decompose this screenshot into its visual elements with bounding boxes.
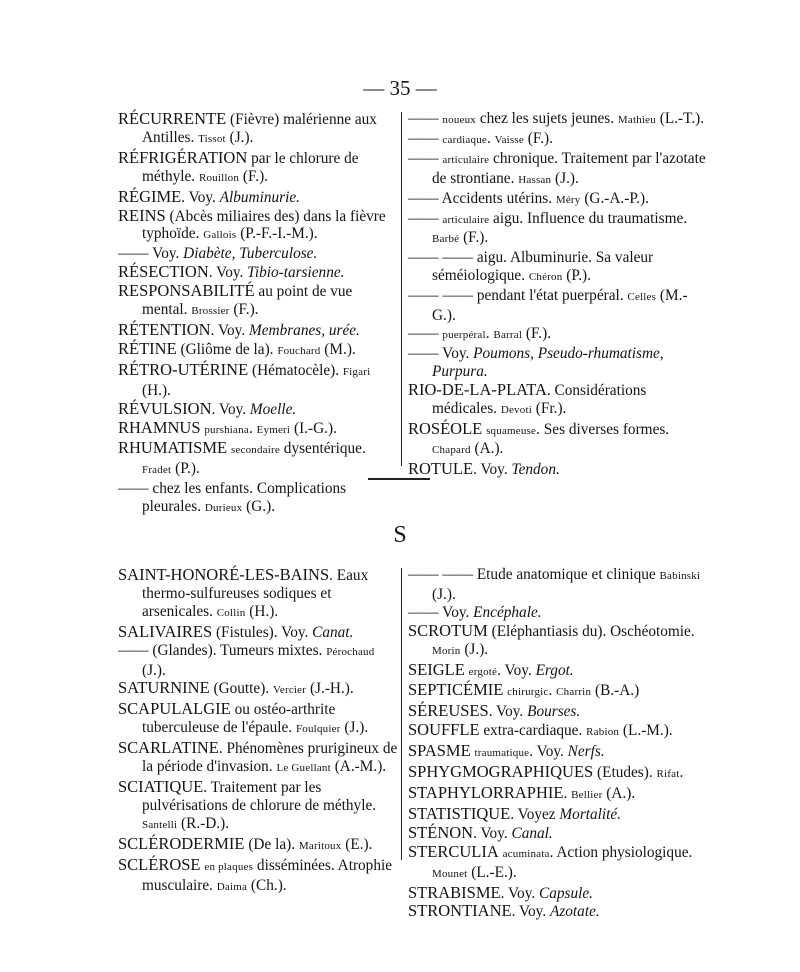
entry-text: . Voy. <box>211 400 250 418</box>
entry-text: chez les sujets jeunes. <box>476 110 618 127</box>
entry-text: (H.). <box>245 602 279 620</box>
index-entry <box>118 340 398 361</box>
entry-reference: Azotate. <box>549 903 600 921</box>
index-entry <box>118 400 398 419</box>
entry-text: (P.-F.-I.-M.). <box>236 225 318 243</box>
index-entry <box>408 763 710 784</box>
index-entry <box>118 361 398 400</box>
entry-author: secondaire <box>230 444 280 457</box>
entry-text: (F.). <box>239 167 268 185</box>
entry-reference: Moelle. <box>249 400 297 418</box>
column-divider-bottom <box>401 568 402 860</box>
entry-text: . <box>486 129 495 147</box>
index-entry <box>408 661 710 682</box>
entry-author: Durieux <box>204 502 243 515</box>
index-entry <box>408 622 710 661</box>
entry-headword: STERCULIA <box>408 841 499 861</box>
entry-text: aigu. Influence du traumatisme. <box>489 209 688 227</box>
index-column-left-top <box>118 110 398 518</box>
entry-text: (J.). <box>340 719 369 737</box>
index-entry <box>408 604 710 622</box>
column-divider-top <box>401 112 402 466</box>
entry-text: (Fièvre) malérienne aux Antilles. <box>142 111 377 146</box>
entry-headword: RESPONSABILITÉ <box>118 281 255 301</box>
entry-text: (Etudes). <box>593 764 657 782</box>
entry-reference: Poumons, Pseudo-rhumatisme, Purpura. <box>432 344 664 380</box>
entry-headword: ROSÉOLE <box>408 418 483 438</box>
entry-text: . Voy. <box>181 188 220 206</box>
entry-author: Chapard <box>432 444 471 457</box>
entry-text: . Eaux thermo-sulfureuses sodiques et arsenicales. <box>142 567 369 620</box>
index-column-right-top <box>408 110 708 479</box>
entry-text: —— (Glandes). Tumeurs mixtes. <box>118 641 327 659</box>
index-entry <box>408 130 708 150</box>
entry-author: cardiaque <box>442 133 487 146</box>
section-separator-rule <box>368 478 430 480</box>
index-entry <box>408 190 708 210</box>
index-entry <box>408 210 708 250</box>
entry-text: (H.). <box>142 381 171 399</box>
entry-author: Barral <box>493 328 523 341</box>
entry-text: (I.-G.). <box>290 419 337 437</box>
entry-reference: Bourses. <box>527 703 581 721</box>
entry-author: puerpéral <box>442 328 486 341</box>
entry-text: (Fistules). Voy. <box>212 623 313 641</box>
entry-text: chronique. Traitement par l'azotate de strontiane. <box>432 149 706 187</box>
index-column-right-bottom <box>408 566 710 921</box>
entry-headword: STRABISME <box>408 882 501 902</box>
entry-text: —— Accidents utérins. <box>408 189 556 207</box>
entry-text: (J.). <box>551 169 579 187</box>
entry-author: Mounet <box>432 867 468 880</box>
entry-text: ou ostéo-arthrite tuberculeuse de l'épaule. <box>142 701 336 737</box>
entry-text: . <box>248 419 257 437</box>
entry-text: . Voy. <box>488 703 528 721</box>
index-entry <box>118 263 398 282</box>
index-entry <box>408 721 710 742</box>
entry-author: Celles <box>627 291 657 304</box>
entry-author: en plaques <box>204 860 254 873</box>
entry-text: (J.). <box>225 128 254 146</box>
section-letter-heading: S <box>393 522 407 548</box>
entry-text: . Action physiologique. <box>549 843 693 861</box>
entry-text: (A.). <box>470 440 504 458</box>
entry-text: (J.-H.). <box>306 680 354 698</box>
entry-headword: SCLÉRODERMIE <box>118 833 245 853</box>
entry-text: (L.-E.). <box>467 863 517 881</box>
entry-text: (G.-A.-P.). <box>580 189 649 207</box>
entry-text: . Traitement par les pulvérisations de chlorure de méthyle. <box>142 778 377 814</box>
entry-headword: RÉTINE <box>118 338 177 358</box>
entry-text: —— <box>408 149 443 167</box>
entry-author: noueux <box>442 114 477 126</box>
index-entry <box>118 679 400 700</box>
entry-author: Hassan <box>518 173 552 186</box>
entry-reference: Encéphale. <box>473 603 542 621</box>
entry-headword: SÉREUSES <box>408 701 489 721</box>
entry-text: (F.). <box>229 301 259 319</box>
entry-headword: SCROTUM <box>408 620 488 640</box>
entry-headword: RÉVULSION <box>118 398 212 418</box>
entry-author: squameuse <box>486 424 537 437</box>
entry-headword: STRONTIANE <box>408 901 512 921</box>
entry-headword: STÉNON <box>408 822 474 842</box>
index-entry <box>118 439 398 480</box>
entry-author: Vercier <box>272 684 307 697</box>
entry-text: (J.). <box>460 640 489 658</box>
entry-author: Charrin <box>556 686 592 699</box>
entry-author: Rifat <box>656 768 680 781</box>
index-entry <box>408 742 710 763</box>
entry-headword: STAPHYLORRAPHIE <box>408 782 564 802</box>
entry-text: au point de vue mental. <box>142 283 353 319</box>
index-entry <box>118 321 398 340</box>
entry-headword: RÉTRO-UTÉRINE <box>118 359 249 379</box>
entry-author: purshiana <box>204 423 249 436</box>
entry-text: (P.). <box>171 460 200 478</box>
entry-text: —— —— pendant l'état puerpéral. <box>408 287 628 305</box>
entry-author: chirurgic <box>507 686 549 699</box>
index-entry <box>118 566 400 623</box>
entry-text: (J.). <box>142 661 166 679</box>
index-entry <box>408 381 708 420</box>
entry-author: traumatique <box>474 747 530 760</box>
entry-headword: RÉFRIGÉRATION <box>118 147 248 167</box>
entry-author: articulaire <box>442 153 490 166</box>
entry-text: (R.-D.). <box>177 814 230 832</box>
entry-text: (G.). <box>242 498 276 516</box>
entry-headword: RÉTENTION <box>118 319 211 339</box>
entry-headword: SEPTICÉMIE <box>408 680 504 700</box>
entry-text: (M.). <box>320 340 356 358</box>
entry-headword: SEIGLE <box>408 659 465 679</box>
entry-author: Morin <box>432 644 461 657</box>
index-entry <box>118 149 398 188</box>
index-entry <box>118 856 400 897</box>
entry-text: dysentérique. <box>279 440 366 458</box>
entry-author: Collin <box>216 606 246 619</box>
entry-text: (B.-A.) <box>591 682 640 700</box>
entry-headword: RÉGIME <box>118 186 182 206</box>
entry-reference: Tendon. <box>511 461 560 479</box>
index-entry <box>118 245 398 263</box>
entry-headword: RÉSECTION <box>118 262 209 282</box>
entry-text: —— —— aigu. Albuminurie. Sa valeur séméiologique. <box>408 249 654 285</box>
entry-text: (P.). <box>562 267 591 285</box>
entry-author: Daima <box>216 880 248 893</box>
index-entry <box>408 325 708 345</box>
entry-reference: Canat. <box>312 623 354 641</box>
index-entry <box>118 623 400 642</box>
entry-author: Fouchard <box>277 344 321 357</box>
entry-text: extra-cardiaque. <box>479 722 587 740</box>
entry-text: (L.-M.). <box>619 722 673 740</box>
index-entry <box>118 110 398 149</box>
index-entry <box>118 188 398 207</box>
entry-text: (J.). <box>432 585 456 603</box>
index-entry <box>408 784 710 805</box>
index-entry <box>408 287 708 325</box>
entry-author: Barbé <box>432 233 460 246</box>
entry-headword: SALIVAIRES <box>118 621 213 641</box>
entry-text: . <box>548 682 557 700</box>
entry-text: . Voy. <box>500 884 540 902</box>
index-entry <box>118 835 400 856</box>
index-entry <box>408 805 710 824</box>
entry-headword: RHUMATISME <box>118 438 228 458</box>
index-entry <box>408 824 710 843</box>
index-entry <box>118 419 398 440</box>
entry-text: —— Voy. <box>408 344 474 362</box>
entry-text: —— —— Etude anatomique et clinique <box>408 566 660 583</box>
entry-author: Foulquier <box>295 723 341 736</box>
entry-headword: RÉCURRENTE <box>118 109 227 128</box>
entry-author: Chéron <box>528 271 563 284</box>
entry-text: (Eléphantiasis du). Oschéotomie. <box>487 622 695 640</box>
entry-headword: SATURNINE <box>118 678 210 698</box>
entry-text: . Voy. <box>497 661 536 679</box>
entry-author: Gallois <box>203 229 237 242</box>
entry-text: (L.-T.). <box>655 110 705 127</box>
entry-text: (De la). <box>244 835 299 853</box>
entry-text: (F.). <box>459 229 489 247</box>
entry-author: Rouillon <box>198 171 240 184</box>
entry-reference: Nerfs. <box>567 743 605 761</box>
entry-author: Figari <box>342 365 371 378</box>
entry-text: (E.). <box>341 835 373 853</box>
entry-text: . <box>679 764 684 782</box>
index-entry <box>118 642 400 680</box>
entry-text: —— <box>408 324 443 342</box>
entry-author: Devoti <box>500 403 532 416</box>
index-entry <box>118 739 400 778</box>
entry-headword: SCIATIQUE <box>118 776 204 796</box>
entry-text: disséminées. Atrophie musculaire. <box>142 856 393 894</box>
entry-text: (M.-G.). <box>432 287 688 325</box>
index-entry <box>408 460 708 479</box>
entry-text: . Voy. <box>473 824 512 842</box>
index-entry <box>118 282 398 321</box>
index-entry <box>118 480 398 518</box>
entry-author: Santelli <box>142 818 178 831</box>
entry-author: Mathieu <box>617 114 656 126</box>
entry-author: Brossier <box>191 305 230 318</box>
entry-text: (F.). <box>523 129 553 147</box>
entry-author: Le Guellant <box>276 762 331 775</box>
entry-text: . Voyez <box>510 805 560 823</box>
entry-text: (Gliôme de la). <box>176 340 278 358</box>
entry-text: . Voy. <box>473 461 512 479</box>
entry-headword: REINS <box>118 205 166 225</box>
entry-reference: Albuminurie. <box>219 188 300 206</box>
entry-text: (Hématocèle). <box>248 361 343 379</box>
index-entry <box>408 702 710 721</box>
entry-reference: Tibio-tarsienne. <box>247 264 345 282</box>
index-entry <box>118 700 400 739</box>
entry-text: (Ch.). <box>247 876 287 894</box>
entry-headword: RIO-DE-LA-PLATA <box>408 379 547 399</box>
entry-author: Fradet <box>142 464 172 477</box>
entry-text: . <box>485 324 494 342</box>
entry-text: par le chlorure de méthyle. <box>142 149 359 185</box>
entry-text: (Abcès miliaires des) dans la fièvre typhoïde. <box>142 207 386 243</box>
entry-headword: ROTULE <box>408 459 474 479</box>
page-number: — 35 — <box>363 76 437 100</box>
index-entry <box>408 150 708 190</box>
entry-text: . Considérations médicales. <box>432 381 647 417</box>
entry-author: Méry <box>555 193 581 206</box>
entry-text: (F.). <box>522 324 552 342</box>
index-entry <box>408 345 708 381</box>
entry-reference: Ergot. <box>535 661 574 679</box>
entry-headword: SCAPULALGIE <box>118 699 231 719</box>
entry-reference: Canal. <box>511 824 553 842</box>
entry-headword: SOUFFLE <box>408 720 480 740</box>
entry-text: —— <box>408 129 443 147</box>
entry-reference: Mortalité. <box>559 805 622 823</box>
entry-headword: SCARLATINE <box>118 738 219 758</box>
entry-author: acuminata <box>502 847 550 860</box>
entry-author: Tissot <box>198 132 226 145</box>
entry-author: Bellier <box>571 788 603 801</box>
index-entry <box>408 681 710 702</box>
index-column-left-bottom <box>118 566 400 896</box>
entry-text: (A.). <box>602 784 636 802</box>
index-entry <box>118 778 400 835</box>
entry-headword: STATISTIQUE <box>408 803 511 823</box>
index-entry <box>408 566 710 604</box>
entry-author: articulaire <box>442 213 490 226</box>
entry-text: (Fr.). <box>531 399 567 417</box>
entry-reference: Membranes, urée. <box>248 321 360 339</box>
entry-text: —— chez les enfants. Complications pleurales. <box>118 480 347 516</box>
entry-headword: SCLÉROSE <box>118 854 201 874</box>
entry-author: Vaisse <box>494 133 524 146</box>
entry-text: (A.-M.). <box>330 758 387 776</box>
entry-text: . Voy. <box>208 264 248 282</box>
index-entry <box>408 843 710 884</box>
index-entry <box>408 420 708 461</box>
entry-text: . Ses diverses formes. <box>536 420 670 438</box>
index-entry <box>408 902 710 921</box>
entry-text: . Voy. <box>529 743 568 761</box>
index-entry <box>408 884 710 903</box>
entry-author: Maritoux <box>298 839 342 852</box>
entry-headword: SPASME <box>408 741 471 761</box>
entry-headword: SPHYGMOGRAPHIQUES <box>408 762 594 782</box>
entry-text: . <box>563 784 572 802</box>
entry-author: Eymeri <box>256 423 291 436</box>
entry-text: —— <box>408 209 443 227</box>
index-entry <box>118 207 398 246</box>
entry-text: . Voy. <box>210 321 249 339</box>
entry-text: . Phénomènes prurigineux de la période d'invasion. <box>142 740 398 776</box>
entry-text: (Goutte). <box>209 680 273 698</box>
entry-reference: Diabète, Tuberculose. <box>183 245 318 263</box>
entry-text: —— Voy. <box>408 603 474 621</box>
entry-headword: SAINT-HONORÉ-LES-BAINS <box>118 565 330 584</box>
entry-author: Babinski <box>659 570 701 582</box>
entry-reference: Capsule. <box>539 884 593 902</box>
entry-text: —— Voy. <box>118 245 184 263</box>
index-entry <box>408 110 708 130</box>
entry-text: . Voy. <box>511 903 550 921</box>
entry-author: Pérochaud <box>326 645 375 658</box>
entry-author: ergoté <box>468 665 498 678</box>
entry-text: —— <box>408 110 443 127</box>
entry-author: Rabion <box>586 726 620 739</box>
index-entry <box>408 249 708 287</box>
entry-headword: RHAMNUS <box>118 417 201 437</box>
